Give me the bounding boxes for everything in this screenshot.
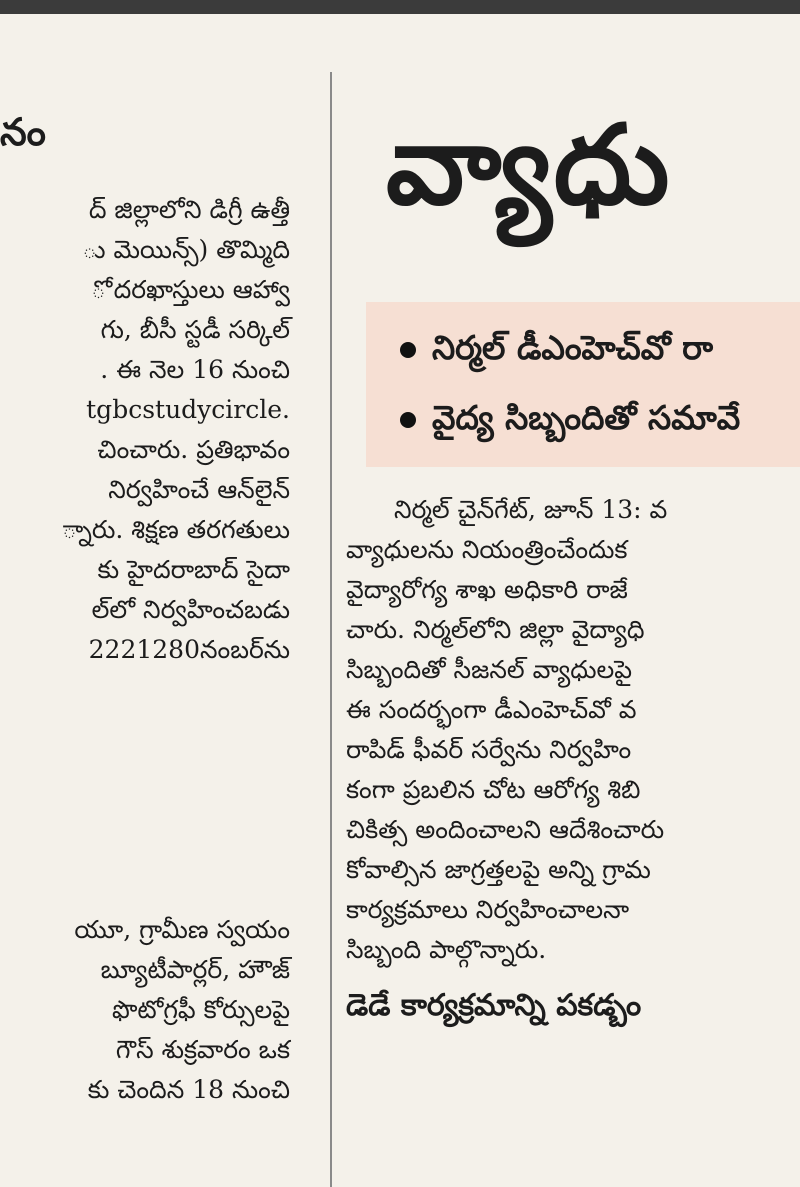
left-paragraph-1 [0, 190, 330, 670]
column-divider [330, 72, 332, 1187]
text-line: కు చెందిన 18 నుంచి [87, 1075, 290, 1104]
section-subheading: డెడే కార్యక్రమాన్ని పకడ్బం [346, 988, 642, 1023]
text-line: . ఈ నెల 16 నుంచి [100, 355, 290, 384]
text-line: tgbcstudycircle. [86, 395, 290, 424]
text-line: సిబ్బంది పాల్గొన్నారు. [346, 935, 547, 964]
text-line: గౌస్ శుక్రవారం ఒక [115, 1035, 290, 1064]
text-line: 2221280నంబర్‌ను [88, 635, 290, 664]
text-line: నిర్మల్ చైన్‌గేట్, జూన్ 13: వ [394, 495, 668, 524]
text-line: ్నారు. శిక్షణ తరగతులు [62, 515, 290, 544]
article-headline: వ్యాధు [386, 101, 672, 229]
text-line: చారు. నిర్మల్‌లోని జిల్లా వైద్యాధి [346, 615, 645, 644]
text-line: కార్యక్రమాలు నిర్వహించాలనా [346, 895, 630, 924]
text-line: కు హైదరాబాద్ సైదా [97, 555, 290, 584]
text-line: నిర్వహించే ఆన్‌లైన్ [108, 475, 290, 504]
text-line: ో దరఖాస్తులు ఆహ్వా [91, 275, 290, 304]
article-body [346, 490, 800, 1028]
left-news-column [0, 80, 330, 1187]
text-line: ల్‌లో నిర్వహించబడు [91, 595, 290, 624]
text-line: వైద్యారోగ్య శాఖ అధికారి రాజే [346, 575, 628, 604]
text-line: ఈ సందర్భంగా డీఎంహెచ్‌వో వ [346, 695, 637, 724]
bullet-dot-icon [400, 342, 416, 358]
text-line: యూ, గ్రామీణ స్వయం [74, 915, 290, 944]
text-line: కోవాల్సిన జాగ్రత్తలపై అన్ని గ్రామ [346, 855, 651, 884]
text-line: వ్యాధులను నియంత్రించేందుక [346, 535, 628, 564]
text-line: రాపిడ్ ఫీవర్ సర్వేను నిర్వహిం [346, 735, 632, 764]
text-line: ు మెయిన్స్) తొమ్మిది [82, 235, 290, 264]
subheadline-bullet [400, 318, 713, 378]
bullet-dot-icon [400, 412, 416, 428]
subheadline-box [366, 302, 800, 467]
text-line: బ్యూటీపార్లర్, హౌజ్ [100, 955, 290, 984]
text-line: ఫొటోగ్రఫీ కోర్సులపై [111, 995, 290, 1024]
subheadline-text: వైద్య సిబ్బందితో సమావే [432, 398, 741, 437]
left-paragraph-2 [0, 910, 330, 1110]
text-line: సిబ్బందితో సీజనల్ వ్యాధులపై [346, 655, 633, 684]
text-line: ద్ జిల్లాలోని డిగ్రీ ఉత్తీ [88, 195, 290, 224]
right-news-column [346, 80, 800, 1187]
left-column-heading: నం [0, 110, 46, 154]
text-line: కంగా ప్రబలిన చోట ఆరోగ్య శిబి [346, 775, 641, 804]
text-line: చించారు. ప్రతిభావం [97, 435, 290, 464]
text-line: గు, బీసీ స్టడీ సర్కిల్ [100, 315, 290, 344]
subheadline-bullet [400, 388, 740, 448]
page-top-border [0, 0, 800, 14]
text-line: చికిత్స అందించాలని ఆదేశించారు [346, 815, 665, 844]
subheadline-text: నిర్మల్ డీఎంహెచ్‌వో రా [432, 328, 714, 367]
